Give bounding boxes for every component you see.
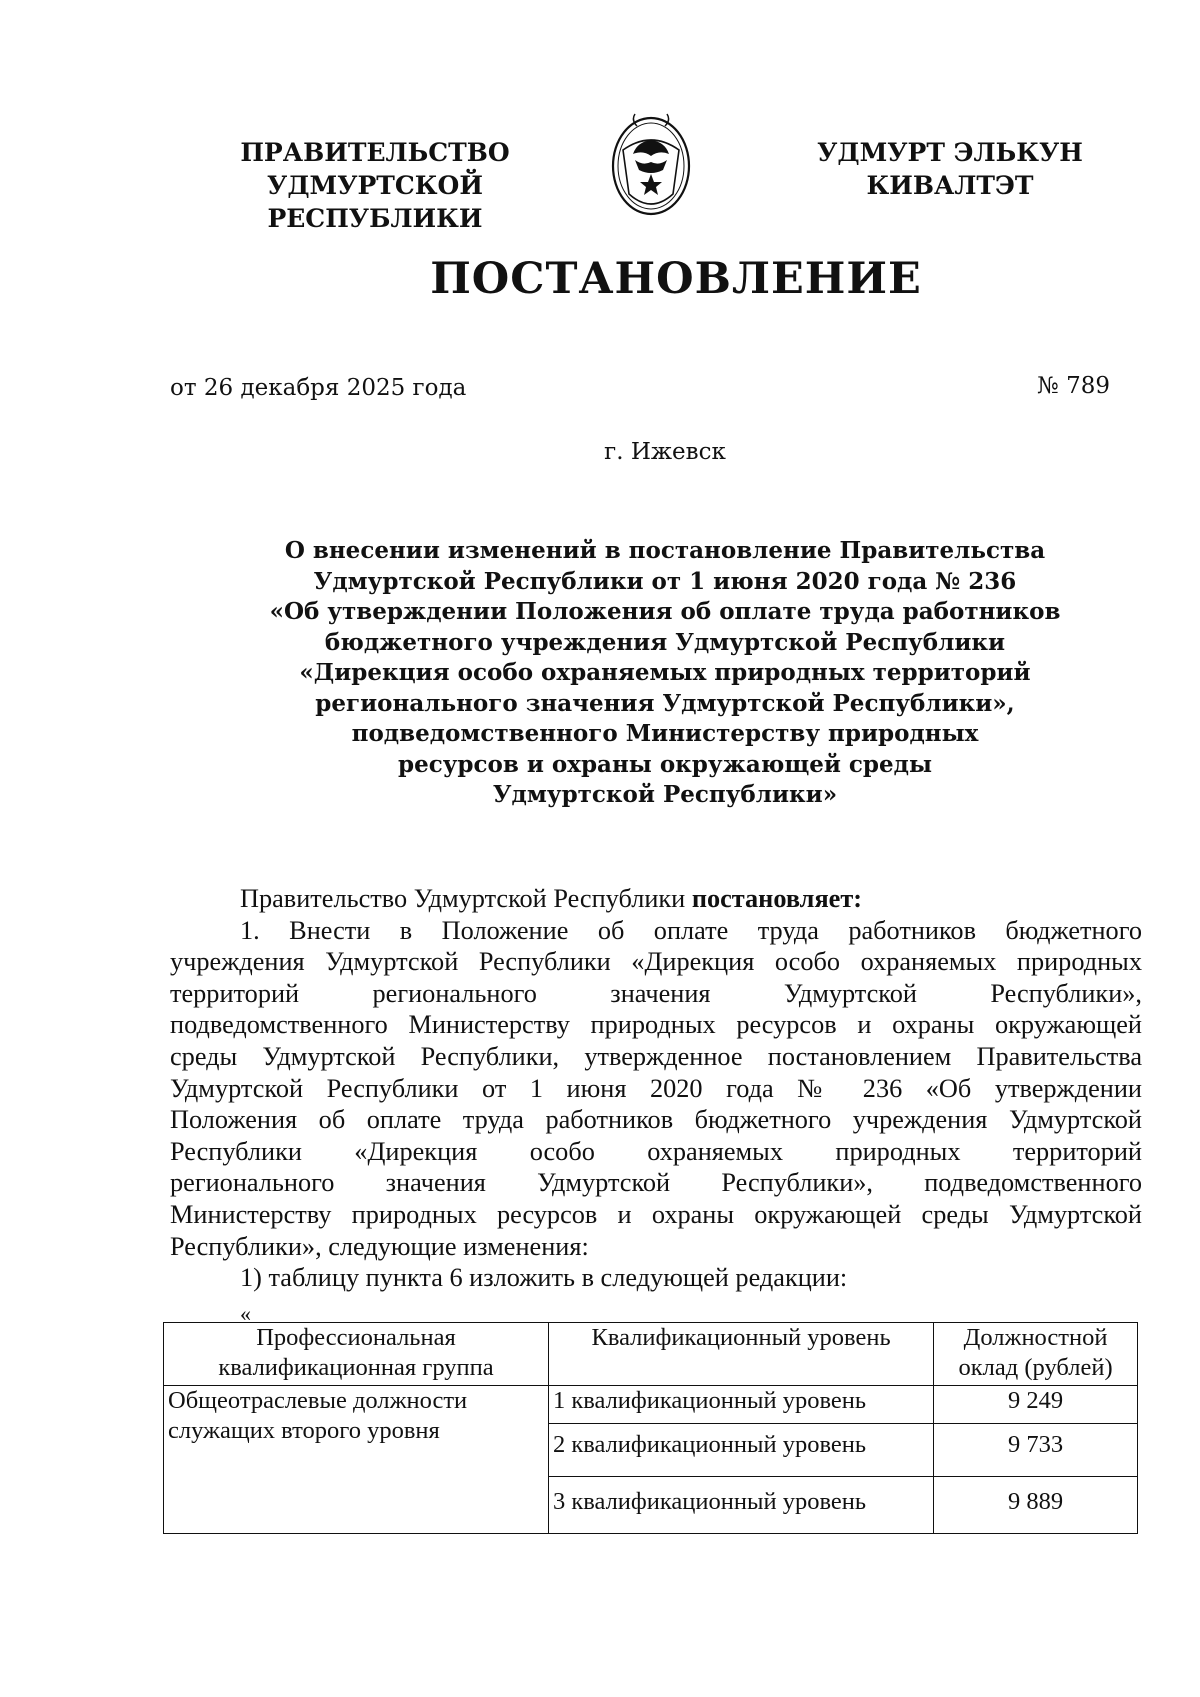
- preamble: [170, 883, 1142, 915]
- table-level-cell: 2 квалификационный уровень: [548, 1424, 933, 1477]
- table-header-cell: Квалификационный уровень: [548, 1323, 933, 1386]
- title-line: подведомственного Министерству природных: [351, 720, 979, 747]
- table-header-cell: Должностной оклад (рублей): [934, 1323, 1138, 1386]
- government-name-udmurt-line1: УДМУРТ ЭЛЬКУН: [817, 138, 1083, 167]
- title-line: «Об утверждении Положения об оплате труда работников: [269, 598, 1061, 625]
- title-line: ресурсов и охраны окружающей среды: [397, 750, 933, 778]
- paragraph-line: 1. Внести в Положение об оплате труда работников бюджетного: [240, 915, 1142, 945]
- paragraph-line: Министерству природных ресурсов и охраны окружающей среды Удмуртской: [170, 1199, 1142, 1229]
- government-name-russian-line2: УДМУРТСКОЙ РЕСПУБЛИКИ: [267, 171, 483, 233]
- title-line: регионального значения Удмуртской Республики»,: [315, 689, 1015, 717]
- document-title: [240, 536, 1090, 811]
- table-salary-cell: 9 733: [934, 1424, 1138, 1477]
- title-line: О внесении изменений в постановление Правительства: [284, 537, 1046, 564]
- table-header-cell: Профессиональная квалификационная группа: [164, 1323, 549, 1386]
- table-header-row: [164, 1323, 1138, 1386]
- document-number: № 789: [1037, 373, 1110, 399]
- government-name-russian-line1: ПРАВИТЕЛЬСТВО: [240, 138, 510, 167]
- paragraph-line: Положения об оплате труда работников бюджетного учреждения Удмуртской: [170, 1105, 1142, 1135]
- paragraph-line: учреждения Удмуртской Республики «Дирекция особо охраняемых природных: [170, 947, 1142, 977]
- table-group-cell: Общеотраслевые должности служащих второго уровня: [164, 1386, 549, 1534]
- document-type-heading: ПОСТАНОВЛЕНИЕ: [430, 254, 922, 304]
- paragraph-line: территорий регионального значения Удмуртской Республики»,: [170, 978, 1142, 1008]
- document-city: г. Ижевск: [604, 439, 726, 465]
- title-line: бюджетного учреждения Удмуртской Республики: [324, 628, 1006, 656]
- preamble-text: Правительство Удмуртской Республики: [240, 884, 692, 913]
- document-date: от 26 декабря 2025 года: [170, 375, 467, 401]
- title-line: Удмуртской Республики от 1 июня 2020 года № 236: [313, 567, 1017, 595]
- government-name-udmurt: [795, 136, 1105, 202]
- paragraph-line: подведомственного Министерству природных ресурсов и охраны окружающей: [170, 1010, 1142, 1040]
- paragraph-line: Республики», следующие изменения:: [170, 1231, 589, 1261]
- quote-open-mark: «: [240, 1301, 251, 1326]
- government-name-russian: [160, 136, 590, 235]
- title-line: «Дирекция особо охраняемых природных территорий: [299, 659, 1031, 686]
- item-1: 1) таблицу пункта 6 изложить в следующей редакции:: [240, 1263, 848, 1293]
- paragraph-line: среды Удмуртской Республики, утвержденное постановлением Правительства: [170, 1041, 1142, 1071]
- government-name-udmurt-line2: КИВАЛТЭТ: [866, 171, 1034, 200]
- salary-table: [163, 1322, 1138, 1534]
- table-level-cell: 3 квалификационный уровень: [548, 1477, 933, 1534]
- table-row: [164, 1386, 1138, 1424]
- preamble-bold: постановляет:: [691, 884, 863, 913]
- paragraph-line: регионального значения Удмуртской Республики», подведомственного: [170, 1168, 1142, 1198]
- table-salary-cell: 9 249: [934, 1386, 1138, 1424]
- paragraph-line: Республики «Дирекция особо охраняемых природных территорий: [170, 1136, 1142, 1166]
- table-salary-cell: 9 889: [934, 1477, 1138, 1534]
- paragraph-line: Удмуртской Республики от 1 июня 2020 года № 236 «Об утверждении: [170, 1073, 1142, 1103]
- udmurt-coat-of-arms-icon: [607, 110, 695, 220]
- table-level-cell: 1 квалификационный уровень: [548, 1386, 933, 1424]
- title-line: Удмуртской Республики»: [492, 781, 838, 808]
- document-body: [170, 883, 1142, 1294]
